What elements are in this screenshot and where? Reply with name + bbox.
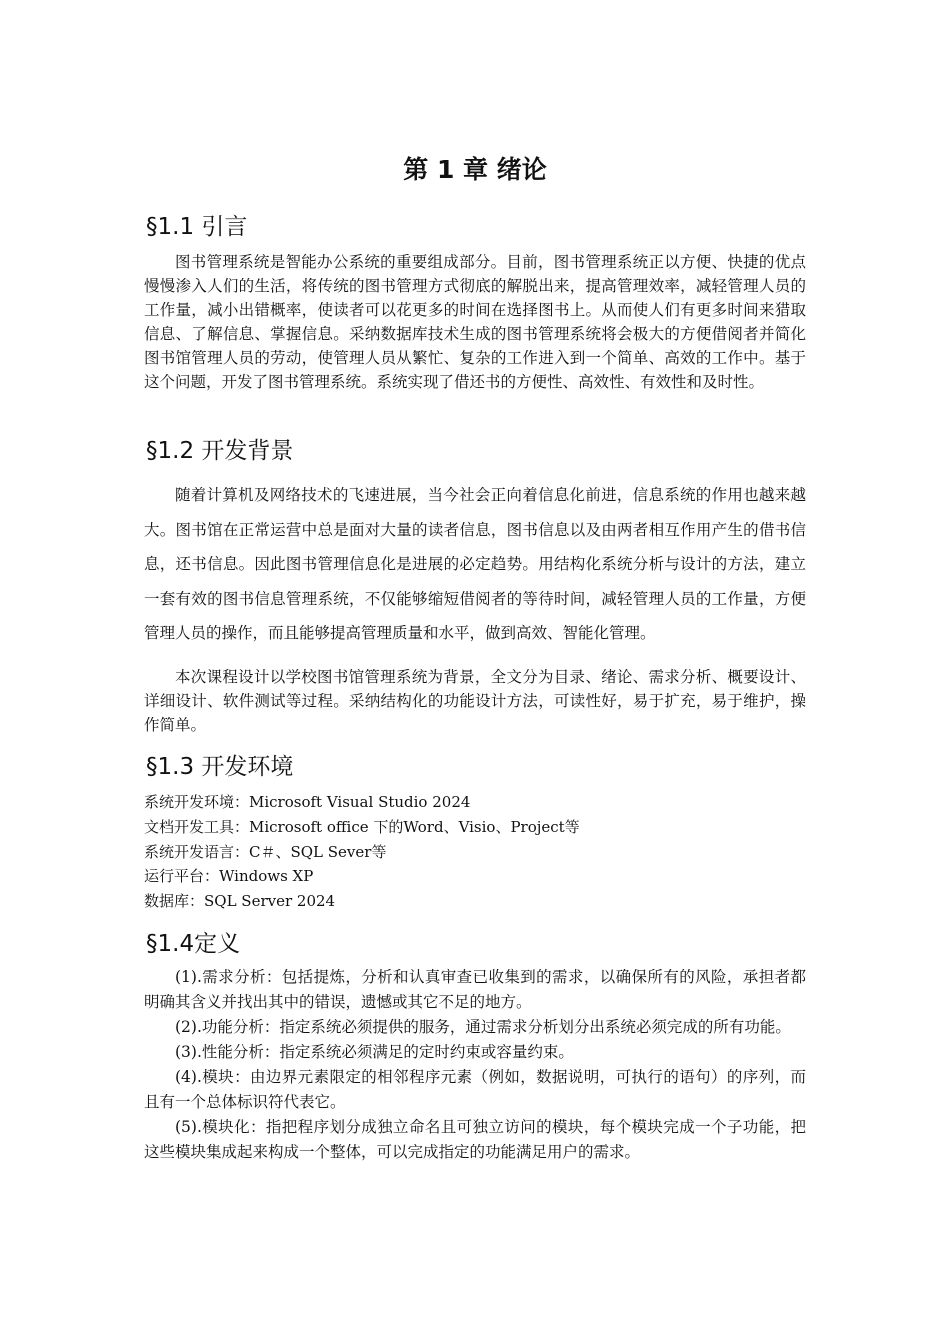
paragraph: 随着计算机及网络技术的飞速进展，当今社会正向着信息化前进，信息系统的作用也越来越大。图书馆在正常运营中总是面对大量的读者信息，图书信息以及由两者相互作用产生的借书信息，还书信息。因此图书管理信息化是进展的必定趋势。用结构化系统分析与设计的方法，建立一套有效的图书信息管理系统，不仅能够缩短借阅者的等待时间，减轻管理人员的工作量，方便管理人员的操作，而且能够提高管理质量和水平，做到高效、智能化管理。 bbox=[144, 486, 806, 642]
section-body-1-1 bbox=[144, 250, 806, 394]
section-heading-1-1: §1.1 引言 bbox=[146, 214, 248, 240]
paragraph: 图书管理系统是智能办公系统的重要组成部分。目前，图书管理系统正以方便、快捷的优点慢慢渗入人们的生活，将传统的图书管理方式彻底的解脱出来，提高管理效率，减轻管理人员的工作量，减小出错概率，使读者可以花更多的时间在选择图书上。从而使人们有更多时间来猎取信息、了解信息、掌握信息。采纳数据库技术生成的图书管理系统将会极大的方便借阅者并简化图书馆管理人员的劳动，使管理人员从繁忙、复杂的工作进入到一个简单、高效的工作中。基于这个问题，开发了图书管理系统。系统实现了借还书的方便性、高效性、有效性和及时性。 bbox=[144, 253, 806, 391]
section-body-1-2 bbox=[144, 478, 806, 651]
definition-item: (5).模块化：指把程序划分成独立命名且可独立访问的模块，每个模块完成一个子功能，把这些模块集成起来构成一个整体，可以完成指定的功能满足用户的需求。 bbox=[144, 1118, 806, 1161]
env-line: 运行平台：Windows XP bbox=[144, 867, 314, 885]
section-body-1-2-cont bbox=[144, 665, 806, 737]
env-line: 系统开发环境：Microsoft Visual Studio 2024 bbox=[144, 793, 471, 811]
definition-item: (1).需求分析：包括提炼，分析和认真审查已收集到的需求，以确保所有的风险，承担者都明确其含义并找出其中的错误，遗憾或其它不足的地方。 bbox=[144, 968, 806, 1011]
env-line: 数据库：SQL Server 2024 bbox=[144, 892, 336, 910]
paragraph: 本次课程设计以学校图书馆管理系统为背景，全文分为目录、绪论、需求分析、概要设计、详细设计、软件测试等过程。采纳结构化的功能设计方法，可读性好，易于扩充，易于维护，操作简单。 bbox=[144, 668, 806, 734]
definition-item: (3).性能分析：指定系统必须满足的定时约束或容量约束。 bbox=[175, 1043, 574, 1061]
section-heading-1-4: §1.4定义 bbox=[146, 931, 241, 957]
section-heading-1-3: §1.3 开发环境 bbox=[146, 754, 294, 780]
chapter-title: 第 1 章 绪论 bbox=[403, 155, 547, 184]
definition-item: (2).功能分析：指定系统必须提供的服务，通过需求分析划分出系统必须完成的所有功能。 bbox=[175, 1018, 791, 1036]
section-body-1-4 bbox=[144, 965, 806, 1165]
env-line: 文档开发工具：Microsoft office 下的Word、Visio、Project等 bbox=[144, 818, 580, 836]
section-heading-1-2: §1.2 开发背景 bbox=[146, 438, 294, 464]
definition-item: (4).模块：由边界元素限定的相邻程序元素（例如，数据说明，可执行的语句）的序列，而且有一个总体标识符代表它。 bbox=[144, 1068, 806, 1111]
env-line: 系统开发语言：C＃、SQL Sever等 bbox=[144, 843, 387, 861]
